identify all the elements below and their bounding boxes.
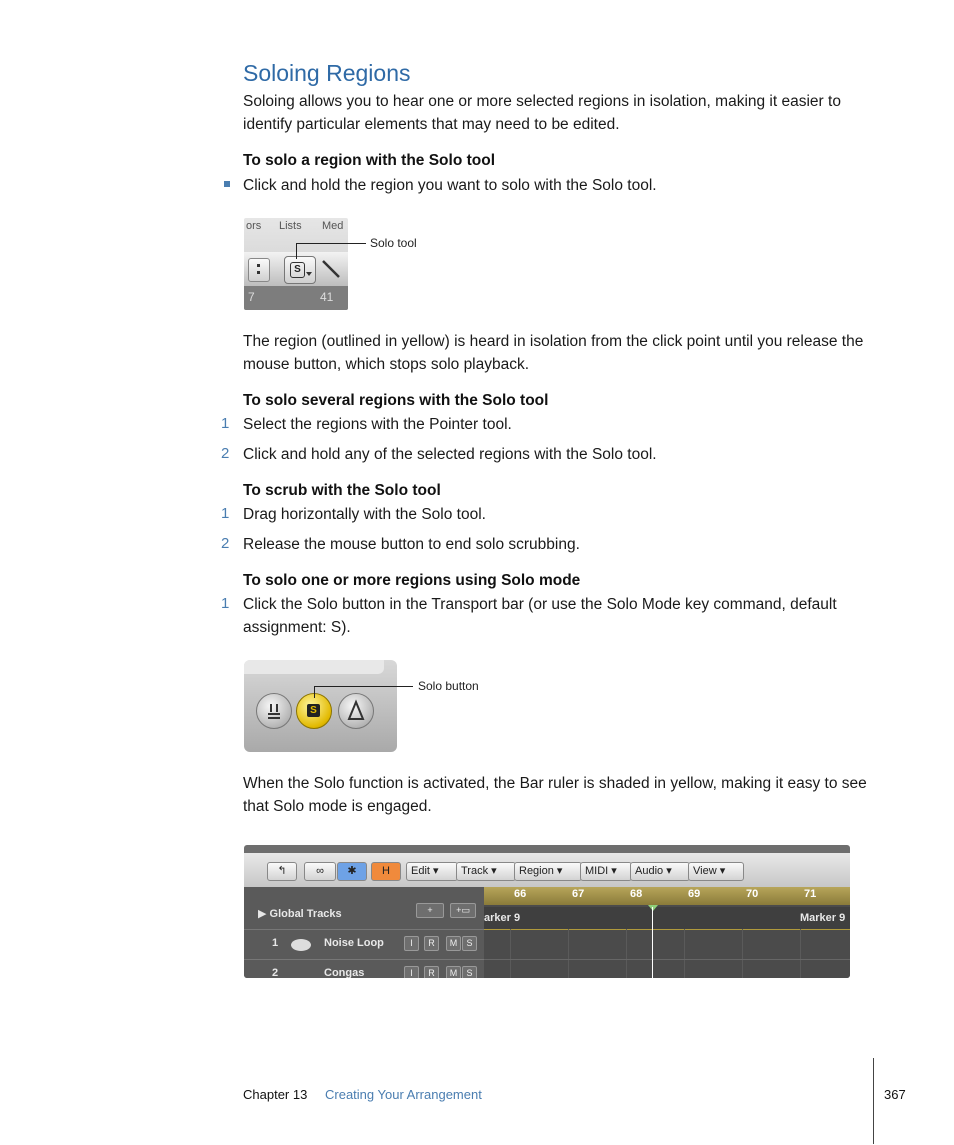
- marker-label: Marker 9: [800, 912, 846, 924]
- menu-edit[interactable]: Edit ▾: [406, 862, 458, 881]
- catch-icon[interactable]: ✱: [337, 862, 367, 881]
- ruler-bar-number: 71: [804, 888, 817, 900]
- ruler-bar-number: 70: [746, 888, 759, 900]
- ruler-bar-number: 69: [688, 888, 701, 900]
- playhead-triangle-icon[interactable]: [648, 905, 658, 911]
- menu-audio[interactable]: Audio ▾: [630, 862, 690, 881]
- footer-chapter: Chapter 13: [243, 1087, 308, 1102]
- menu-track[interactable]: Track ▾: [456, 862, 516, 881]
- add-track-button[interactable]: +: [416, 903, 444, 918]
- step-text: Click and hold any of the selected regions with the Solo tool.: [243, 446, 657, 463]
- marker-label: arker 9: [484, 912, 521, 924]
- footer-chapter-title[interactable]: Creating Your Arrangement: [325, 1087, 482, 1102]
- metronome-icon: [338, 693, 374, 729]
- step-number: 1: [221, 415, 230, 432]
- mute-button[interactable]: M: [446, 966, 461, 978]
- step-text: Drag horizontally with the Solo tool.: [243, 506, 486, 523]
- track-name[interactable]: Congas: [324, 967, 365, 978]
- bar-ruler-solo[interactable]: [484, 887, 850, 905]
- step-number: 1: [221, 505, 230, 522]
- step-number: 2: [221, 445, 230, 462]
- menu-view[interactable]: View ▾: [688, 862, 744, 881]
- task-heading-scrub: To scrub with the Solo tool: [243, 482, 441, 499]
- track-number: 2: [272, 967, 279, 978]
- drum-icon: [288, 931, 314, 955]
- callout-line: [296, 243, 297, 259]
- hide-icon[interactable]: H: [371, 862, 401, 881]
- solo-tool-screenshot: [244, 218, 348, 310]
- ruler-bar-number: 66: [514, 888, 527, 900]
- callout-solo-button: Solo button: [418, 679, 479, 693]
- callout-line: [314, 686, 315, 698]
- callout-solo-tool: Solo tool: [370, 236, 417, 250]
- ruler-bar-number: 67: [572, 888, 585, 900]
- paragraph-yellow-ruler: When the Solo function is activated, the Bar ruler is shaded in yellow, making it easy to see that Solo mode is engaged.: [243, 775, 867, 815]
- duplicate-track-button[interactable]: +▭: [450, 903, 476, 918]
- ruler-bar-number: 68: [630, 888, 643, 900]
- arrow-icon: [248, 258, 270, 282]
- track-header-area: [244, 887, 484, 978]
- track-number: 1: [272, 937, 279, 949]
- step-text: Select the regions with the Pointer tool.: [243, 416, 512, 433]
- task-heading-solo-mode: To solo one or more regions using Solo mode: [243, 572, 581, 589]
- footer-divider: [873, 1058, 874, 1144]
- step-text: Release the mouse button to end solo scrubbing.: [243, 536, 580, 553]
- step-number: 1: [221, 595, 230, 612]
- ruler-number: 7: [248, 290, 255, 304]
- solo-tool-button[interactable]: [284, 256, 316, 284]
- callout-line: [296, 243, 366, 244]
- track-name[interactable]: Noise Loop: [324, 937, 384, 949]
- menu-item: Med: [322, 220, 344, 232]
- transport-solo-screenshot: [244, 660, 397, 752]
- step-text: Click the Solo button in the Transport bar (or use the Solo Mode key command, default assignment: S).: [243, 596, 837, 636]
- sync-icon: [256, 693, 292, 729]
- link-icon[interactable]: ∞: [304, 862, 336, 881]
- menu-item: ors: [246, 220, 262, 232]
- menu-region[interactable]: Region ▾: [514, 862, 582, 881]
- solo-track-button[interactable]: S: [462, 966, 477, 978]
- bar-ruler: [244, 286, 348, 310]
- task-heading-solo-tool: To solo a region with the Solo tool: [243, 152, 496, 169]
- callout-line: [314, 686, 413, 687]
- intro-paragraph: Soloing allows you to hear one or more selected regions in isolation, making it easier to identify particular elements that may need to be edited.: [243, 93, 841, 133]
- solo-track-button[interactable]: S: [462, 936, 477, 951]
- menu-midi[interactable]: MIDI ▾: [580, 862, 632, 881]
- back-arrow-icon[interactable]: ↰: [267, 862, 297, 881]
- menu-strip: [244, 220, 348, 238]
- bullet-marker: [224, 181, 230, 187]
- menu-item: Lists: [279, 220, 302, 232]
- playhead-line[interactable]: [652, 907, 653, 978]
- page-number: 367: [884, 1087, 906, 1102]
- mute-button[interactable]: M: [446, 936, 461, 951]
- dropdown-icon: [306, 272, 312, 276]
- arrange-toolbar: [244, 853, 850, 887]
- step-number: 2: [221, 535, 230, 552]
- record-button[interactable]: R: [424, 936, 439, 951]
- global-tracks-label[interactable]: ▶ Global Tracks: [258, 908, 342, 920]
- pencil-icon: [320, 258, 344, 282]
- solo-tool-icon: S: [290, 262, 305, 278]
- paragraph-solo-playback: The region (outlined in yellow) is heard in isolation from the click point until you release the mouse button, which stops solo playback.: [243, 333, 864, 373]
- input-monitor-button[interactable]: I: [404, 966, 419, 978]
- bullet-text: Click and hold the region you want to solo with the Solo tool.: [243, 177, 657, 194]
- input-monitor-button[interactable]: I: [404, 936, 419, 951]
- section-title: Soloing Regions: [243, 60, 411, 86]
- ruler-number: 41: [320, 290, 334, 304]
- solo-icon: S: [307, 704, 320, 717]
- solo-button[interactable]: [296, 693, 332, 729]
- task-heading-several-regions: To solo several regions with the Solo tool: [243, 392, 549, 409]
- record-button[interactable]: R: [424, 966, 439, 978]
- arrange-window-screenshot: [244, 845, 850, 978]
